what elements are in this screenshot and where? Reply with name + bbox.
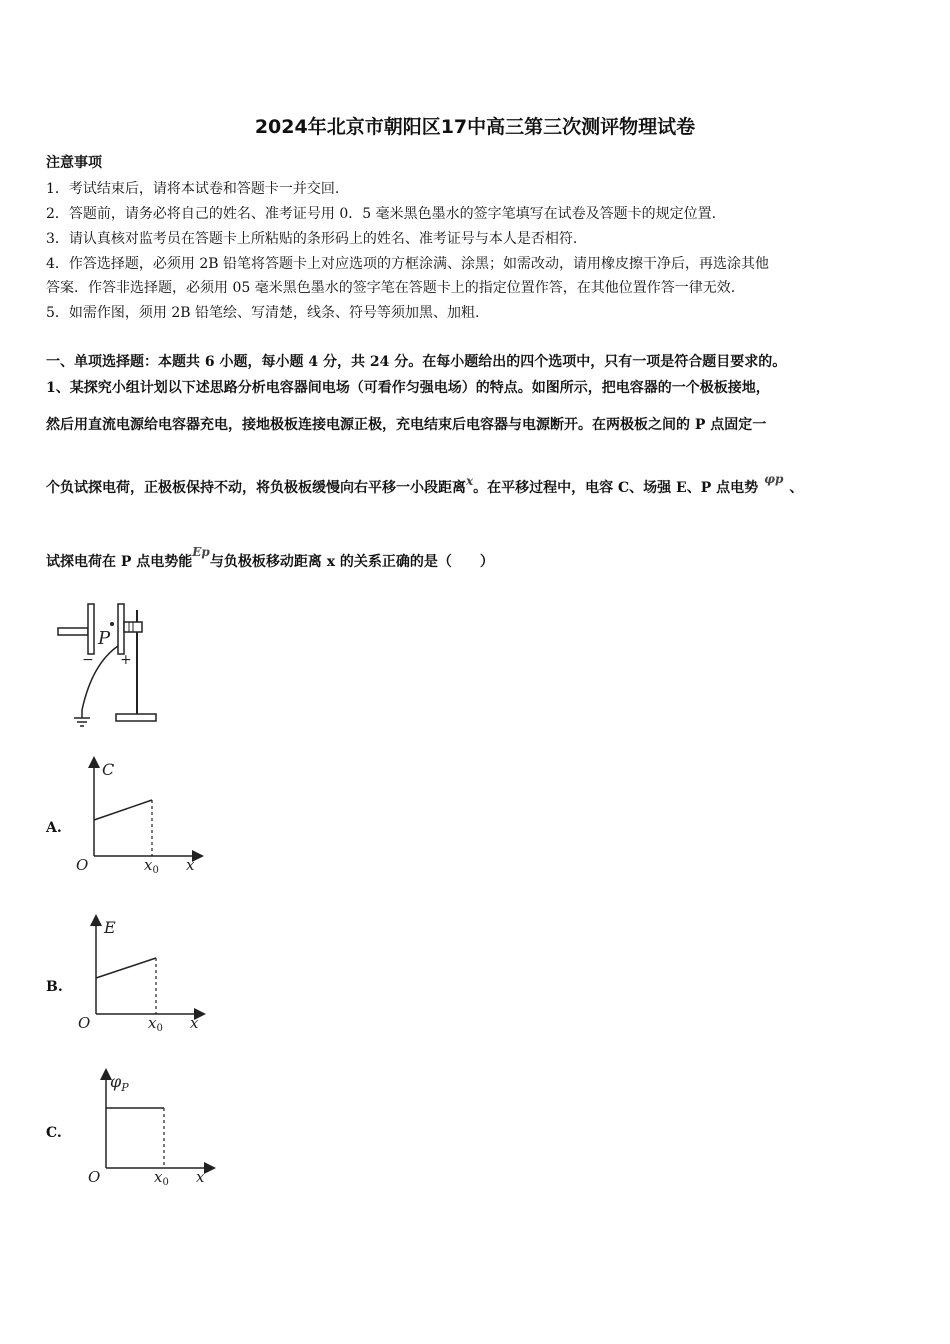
question-text: 1、某探究小组计划以下述思路分析电容器间电场（可看作匀强电场）的特点。如图所示，把电容器的一个极板接地， xyxy=(46,380,770,396)
x-axis-label: x xyxy=(190,1014,199,1032)
capacitor-apparatus-diagram xyxy=(52,598,172,728)
origin-label: O xyxy=(78,1014,91,1032)
y-axis-label: $\varphi_P$ xyxy=(110,1072,129,1094)
plus-label: + xyxy=(120,652,132,668)
notice-item: 1．考试结束后，请将本试卷和答题卡一并交回. xyxy=(46,181,340,197)
notice-item: 答案．作答非选择题，必须用 05 毫米黑色墨水的签字笔在答题卡上的指定位置作答，在其他位置作答一律无效. xyxy=(46,280,736,296)
question-text xyxy=(46,472,804,497)
origin-label: O xyxy=(76,856,89,874)
notice-item: 3．请认真核对监考员在答题卡上所粘贴的条形码上的姓名、准考证号与本人是否相符. xyxy=(46,231,578,247)
option-a-label: A. xyxy=(46,820,62,836)
ep-symbol: Ep xyxy=(192,545,210,559)
option-a-graph xyxy=(70,756,210,874)
question-text: 然后用直流电源给电容器充电，接地极板连接电源正极，充电结束后电容器与电源断开。在两极板之间的 P 点固定一 xyxy=(46,417,767,433)
question-text-part: 试探电荷在 P 点电势能 xyxy=(46,554,193,570)
notice-item: 5．如需作图，须用 2B 铅笔绘、写清楚，线条、符号等须加黑、加粗. xyxy=(46,305,480,321)
x0-label: $x_0$ xyxy=(144,856,159,874)
p-point xyxy=(110,622,114,626)
data-line xyxy=(96,958,156,978)
question-text-part: 与负极板移动距离 x 的关系正确的是（ ） xyxy=(209,554,494,570)
question-text-part: 、 xyxy=(789,480,804,496)
p-label: P xyxy=(98,628,111,649)
option-b-label: B. xyxy=(46,979,63,995)
notice-item: 4．作答选择题，必须用 2B 铅笔将答题卡上对应选项的方框涂满、涂黑；如需改动，请用橡皮擦干净后，再选涂其他 xyxy=(46,256,769,272)
x-axis-label: x xyxy=(186,856,195,874)
phi-p-symbol: φp xyxy=(764,472,784,486)
option-c-graph xyxy=(82,1068,222,1188)
data-line xyxy=(94,800,152,820)
question-text xyxy=(46,545,494,571)
option-b-graph xyxy=(72,914,212,1032)
question-text-part: 个负试探电荷，正极板保持不动，将负极板缓慢向右平移一小段距离 xyxy=(46,480,466,496)
y-axis-label: E xyxy=(104,918,116,937)
y-axis-label: C xyxy=(102,760,115,779)
minus-label: − xyxy=(82,652,94,668)
option-c-label: C. xyxy=(46,1125,62,1141)
notice-item: 2．答题前，请务必将自己的姓名、准考证号用 0．5 毫米黑色墨水的签字笔填写在试卷及答题卡的规定位置. xyxy=(46,206,717,222)
x-axis-label: x xyxy=(196,1168,205,1186)
x-symbol: x xyxy=(466,474,474,488)
notice-heading: 注意事项 xyxy=(46,155,102,171)
x0-label: $x_0$ xyxy=(148,1014,163,1032)
page-title: 2024年北京市朝阳区17中高三第三次测评物理试卷 xyxy=(254,116,696,138)
section-heading: 一、单项选择题：本题共 6 小题，每小题 4 分，共 24 分。在每小题给出的四个选项中，只有一项是符合题目要求的。 xyxy=(46,354,787,370)
question-text-part: 。在平移过程中，电容 C、场强 E、P 点电势 xyxy=(473,480,759,496)
origin-label: O xyxy=(88,1168,101,1186)
x0-label: $x_0$ xyxy=(154,1168,169,1188)
